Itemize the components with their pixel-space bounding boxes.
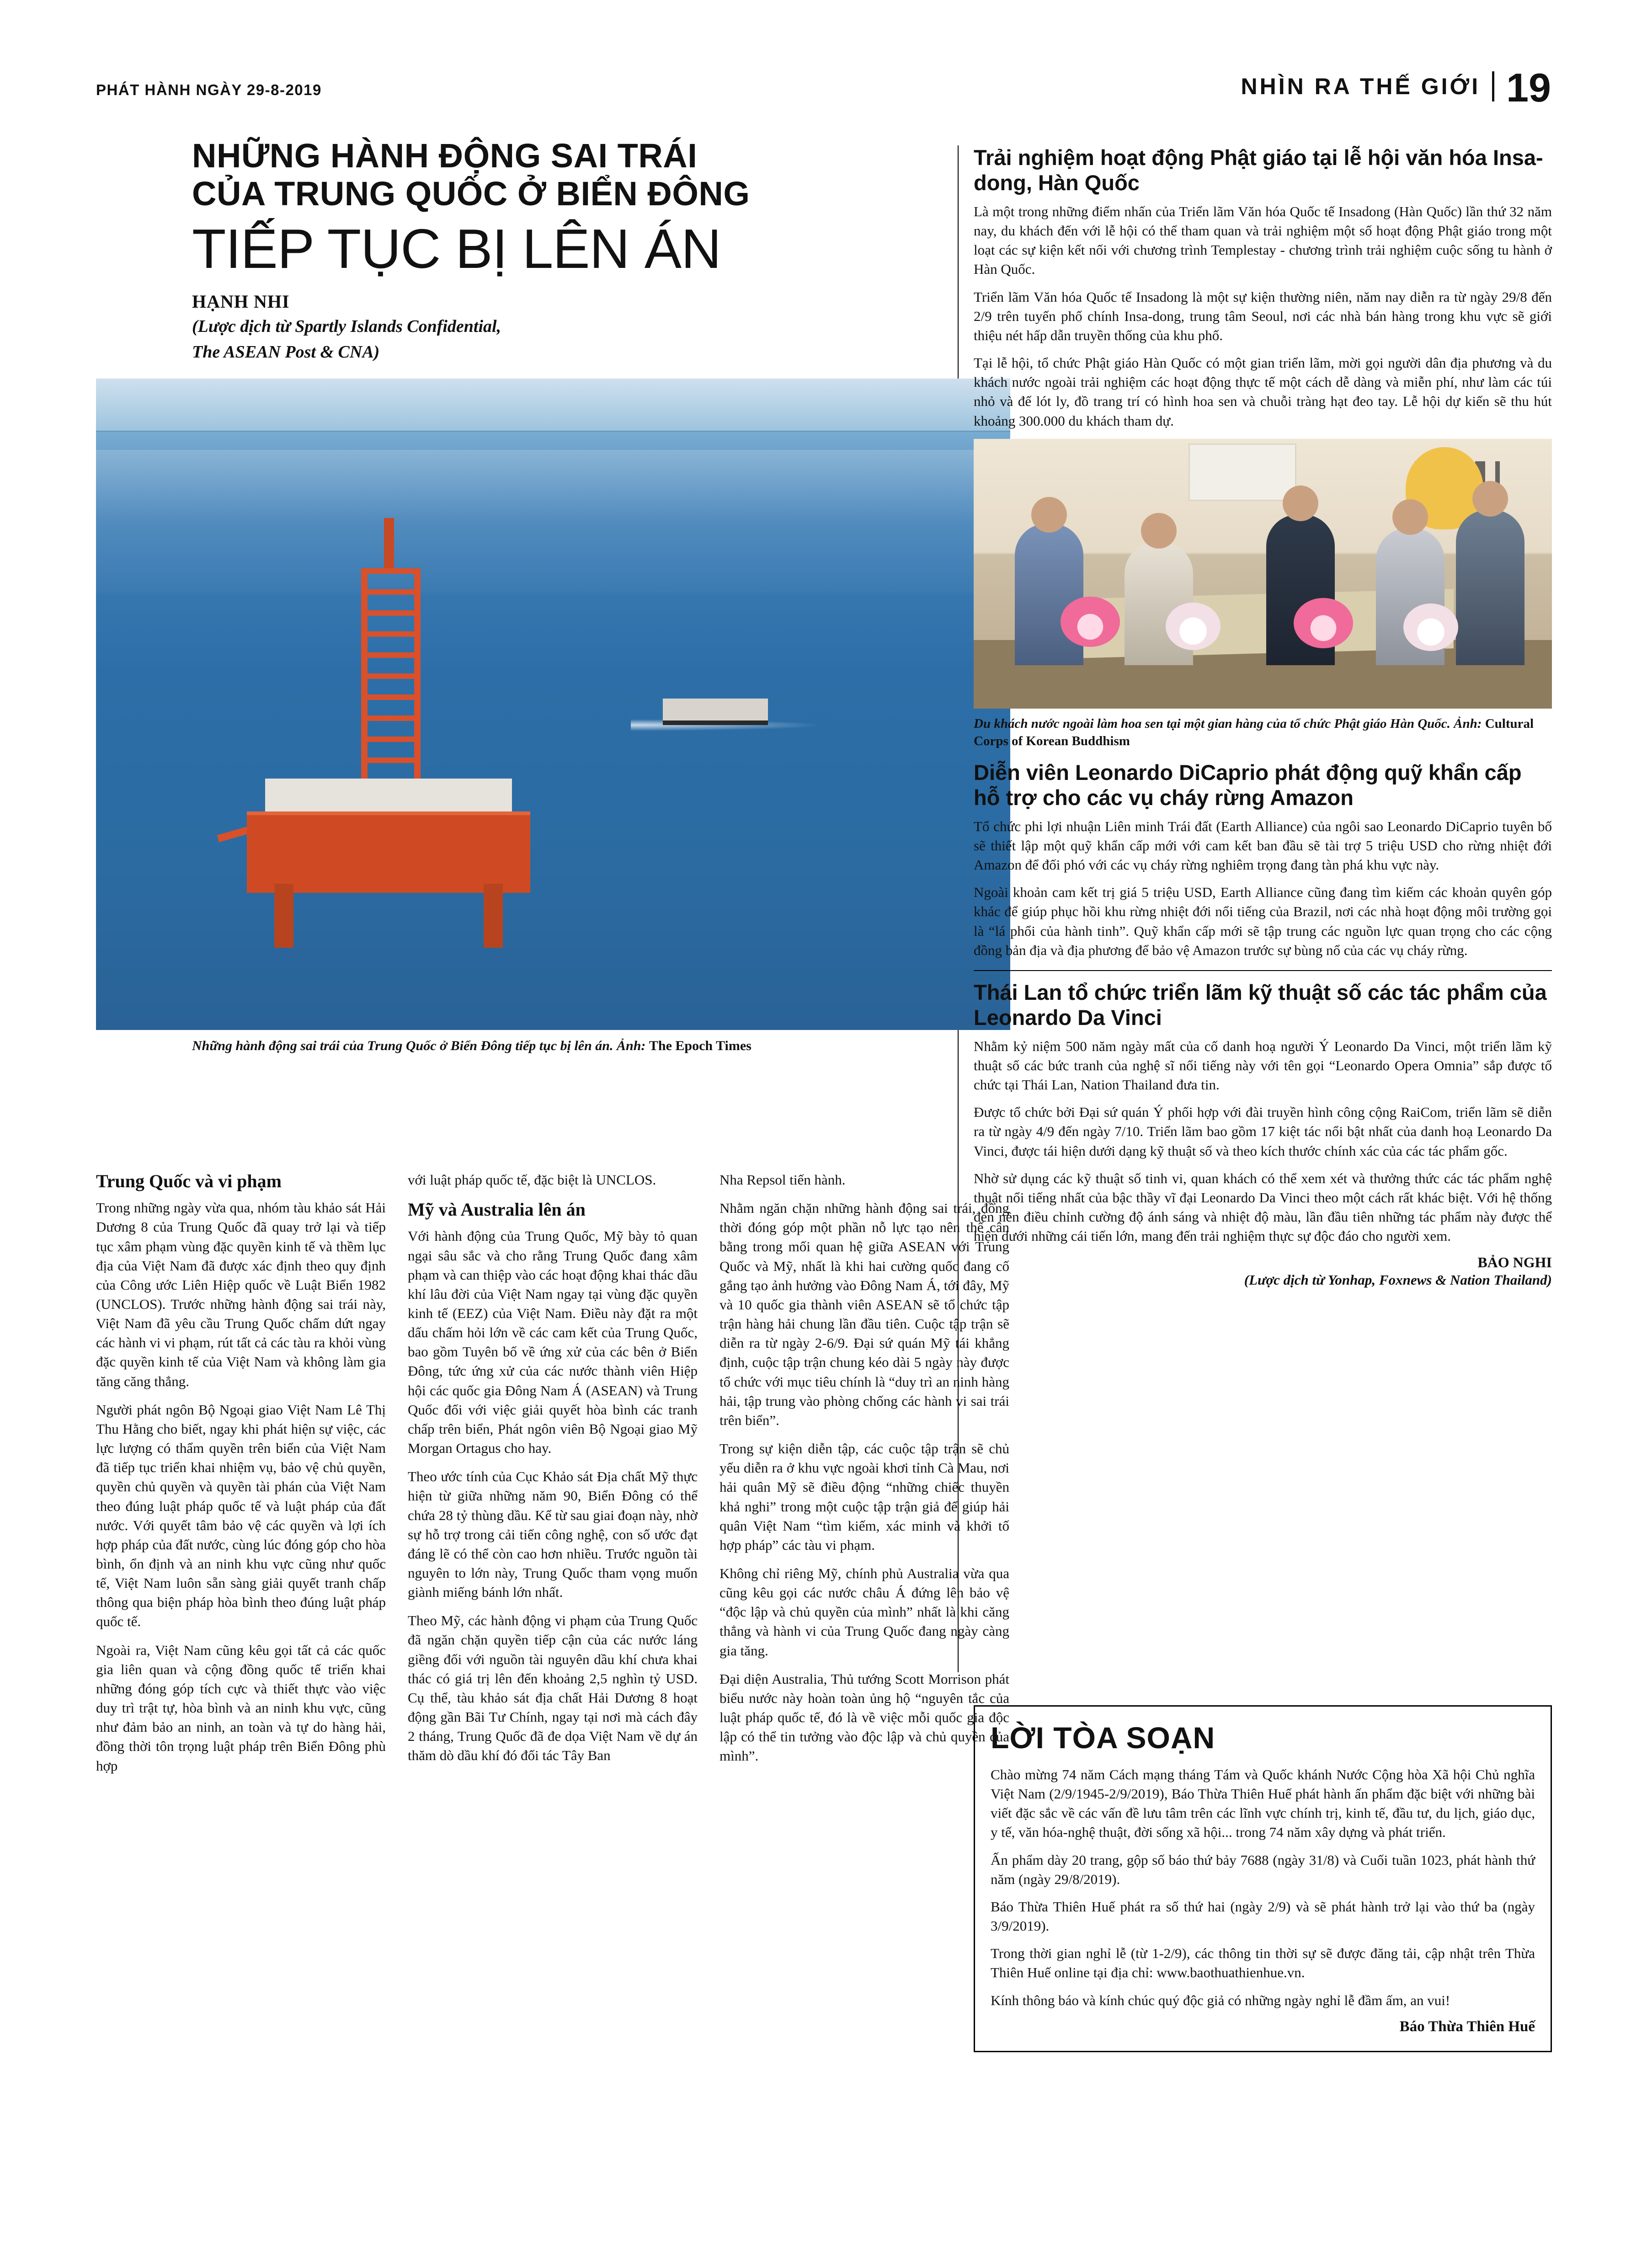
paragraph: Theo Mỹ, các hành động vi phạm của Trung Quốc đã ngăn chặn quyền tiếp cận của các nước láng giềng đối với nguồn tài nguyên dầu khí chưa khai thác có giá trị lên đến khoảng 2,5 nghìn tỷ USD. Cụ thể, tàu khảo sát địa chất Hải Dương 8 hoạt động gần Bãi Tư Chính, ngay tại nơi mà cách đây 2 tháng, Trung Quốc đã đe dọa Việt Nam về dự án thăm dò dầu khí đó đối tác Tây Ban	[408, 1612, 698, 1764]
article-insa-dong	[974, 145, 1552, 750]
issue-date: PHÁT HÀNH NGÀY 29-8-2019	[96, 81, 322, 98]
page-number: 19	[1506, 65, 1551, 111]
paragraph: Nhờ sử dụng các kỹ thuật số tinh vi, quan khách có thể xem xét và thưởng thức các tác phẩm nghệ thuật nổi tiếng nhất của bậc thầy vĩ đại Leonardo Da Vinci theo một cách rất khác biệt. Với hệ thống đèn nền điều chỉnh cường độ ánh sáng và nhiệt độ màu, lần đầu tiên những tác phẩm này được thể hiện dưới những cái tiến lớn, mang đến trải nghiệm thực sự độc đáo cho người xem.	[974, 1170, 1552, 1244]
editorial-title: LỜI TÒA SOẠN	[991, 1721, 1215, 1755]
lotus-flower-icon	[1403, 603, 1458, 651]
byline-source-line-2: The ASEAN Post & CNA)	[192, 342, 380, 362]
paragraph: Trong sự kiện diễn tập, các cuộc tập trận sẽ chủ yếu diễn ra ở khu vực ngoài khơi tỉnh Cà Mau, nơi hải quân Mỹ sẽ điều động “những chiếc thuyền khả nghi” trong một cuộc tập trận giả để giúp hải quân Việt Nam “tìm kiếm, xác minh và khởi tố hợp pháp” các tàu vi phạm.	[720, 1441, 1009, 1553]
body-column-3	[720, 1170, 1009, 1785]
paragraph: Chào mừng 74 năm Cách mạng tháng Tám và Quốc khánh Nước Cộng hòa Xã hội Chủ nghĩa Việt Nam (2/9/1945-2/9/2019), Báo Thừa Thiên Huế phát hành ấn phẩm đặc biệt với những bài viết đặc sắc về các vấn đề lưu tâm trên các lĩnh vực chính trị, kinh tế, đầu tư, du lịch, giáo dục, y tế, văn hóa-nghệ thuật, đời sống xã hội... trong 74 năm xây dựng và phát triển.	[991, 1766, 1535, 1841]
article-heading: Thái Lan tổ chức triển lãm kỹ thuật số các tác phẩm của Leonardo Da Vinci	[974, 980, 1547, 1030]
paragraph-continued: với luật pháp quốc tế, đặc biệt là UNCLOS.	[408, 1172, 656, 1188]
paragraph: Không chỉ riêng Mỹ, chính phủ Australia vừa qua cũng kêu gọi các nước châu Á đứng lên bảo vệ “độc lập và chủ quyền của mình” nhất là khi căng thẳng và hành vi của Trung Quốc đang ngày càng gia tăng.	[720, 1565, 1009, 1659]
main-headline: TIẾP TỤC BỊ LÊN ÁN	[192, 217, 721, 280]
right-column	[974, 145, 1552, 1288]
photo-horizon	[96, 431, 1010, 432]
lotus-flower-icon	[1294, 598, 1353, 648]
section-title: NHÌN RA THẾ GIỚI	[1241, 74, 1481, 99]
photo-credit: Cultural Corps of Korean Buddhism	[974, 716, 1534, 749]
photo-person-head	[1392, 499, 1428, 535]
main-photo	[96, 379, 1010, 1030]
support-vessel	[663, 699, 768, 725]
paragraph: Nhằm kỷ niệm 500 năm ngày mất của cố danh hoạ người Ý Leonardo Da Vinci, một triển lãm kỹ thuật số các bức tranh của nghệ sĩ nổi tiếng này với tên gọi “Leonardo Opera Omnia” sắp được tổ chức tại Thái Lan, Nation Thailand đưa tin.	[974, 1038, 1552, 1093]
paragraph-continued: Nha Repsol tiến hành.	[720, 1172, 846, 1188]
body-column-2	[408, 1170, 698, 1785]
paragraph: Triển lãm Văn hóa Quốc tế Insadong là một sự kiện thường niên, năm nay diễn ra từ ngày 29/8 đến 2/9 trên tuyến phố chính Insa-dong, trung tâm Seoul, nơi các nhà bán hàng trong khu vực sẽ giới thiệu nét hấp dẫn truyền thống của khu phố.	[974, 288, 1552, 343]
photo-caption-text: Du khách nước ngoài làm hoa sen tại một gian hàng của tổ chức Phật giáo Hàn Quốc.	[974, 716, 1450, 731]
paragraph: Với hành động của Trung Quốc, Mỹ bày tỏ quan ngại sâu sắc và cho rằng Trung Quốc đang xâm phạm và can thiệp vào các hoạt động khai thác dầu khí lâu đời của Việt Nam ngay tại vùng đặc quyền kinh tế (EEZ) của Việt Nam. Điều này đặt ra một dấu chấm hỏi lớn về các cam kết của Trung Quốc, bao gồm Tuyên bố về ứng xử của các bên ở Biển Đông, tức ứng xử của các nước thành viên Hiệp hội các quốc gia Đông Nam Á (ASEAN) và Trung Quốc đối với việc giải quyết hòa bình các tranh chấp trên biển, Phát ngôn viên Bộ Ngoại giao Mỹ Morgan Ortagus cho hay.	[408, 1228, 698, 1457]
paragraph: Đại diện Australia, Thủ tướng Scott Morrison phát biểu nước này hoàn toàn ủng hộ “nguyên tắc của luật pháp quốc tế, đó là về việc mỗi quốc gia độc lập có thể tin tưởng vào độc lập và chủ quyền của mình”.	[720, 1670, 1009, 1764]
paragraph: Ngoài ra, Việt Nam cũng kêu gọi tất cả các quốc gia liên quan và cộng đồng quốc tế triển khai những đóng góp tích cực và thiết thực vào việc duy trì trật tự, hòa bình và an ninh khu vực, cũng như đảm bảo an ninh, an toàn và tự do hàng hải, đồng thời tôn trọng luật pháp trên Biển Đông phù hợp	[96, 1642, 386, 1774]
paragraph: Nhằm ngăn chặn những hành động sai trái, đồng thời đóng góp một phần nỗ lực tạo nên thế cân bằng trong mối quan hệ giữa ASEAN với Trung Quốc và Mỹ, nhất là khi hai cường quốc đang cố gắng tạo ảnh hưởng vào Đông Nam Á, tới đây, Mỹ và 10 quốc gia thành viên ASEAN sẽ tổ chức tập trận hàng hải chung lần đầu tiên. Cuộc tập trận sẽ diễn ra từ ngày 2-6/9. Đại sứ quán Mỹ tái khẳng định, cuộc tập trận chung kéo dài 5 ngày này được tổ chức với mục tiêu chính là “duy trì an ninh hàng hải, tập trung vào phòng chống các hành vi sai trái trên biển”.	[720, 1200, 1009, 1428]
main-article	[96, 137, 1010, 1054]
article-signature: BẢO NGHI	[1477, 1254, 1552, 1271]
paragraph: Trong những ngày vừa qua, nhóm tàu khảo sát Hải Dương 8 của Trung Quốc đã quay trở lại và tiếp tục xâm phạm vùng đặc quyền kinh tế và thềm lục địa của Việt Nam đã được xác định theo quy định của Công ước Liên Hiệp quốc về Luật Biển 1982 (UNCLOS). Trước những hành động sai trái này, Việt Nam đã yêu cầu Trung Quốc chấm dứt ngay các hành vi vi phạm, rút tất cả các tàu ra khỏi vùng đặc quyền kinh tế của Việt Nam và không làm gia tăng căng thẳng.	[96, 1200, 386, 1389]
photo-credit-label: Ảnh:	[1454, 716, 1482, 731]
paragraph: Được tổ chức bởi Đại sứ quán Ý phối hợp với đài truyền hình công cộng RaiCom, triển lãm sẽ diễn ra từ ngày 4/9 đến ngày 7/10. Triển lãm bao gồm 17 kiệt tác nổi bật nhất của danh hoạ Leonardo Da Vinci, được tái hiện dưới dạng kỹ thuật số và theo kích thước chính xác của các tác phẩm gốc.	[974, 1104, 1552, 1159]
rig-leg-right	[484, 884, 503, 948]
main-photo-caption-text: Những hành động sai trái của Trung Quốc ở Biển Đông tiếp tục bị lên án.	[192, 1038, 613, 1053]
paragraph: Ngoài khoản cam kết trị giá 5 triệu USD, Earth Alliance cũng đang tìm kiếm các khoản quyên góp khác để giúp phục hồi khu rừng nhiệt đới nổi tiếng của Brazil, nơi các nhà hoạt động môi trường gọi là “lá phổi của hành tinh”. Quỹ khẩn cấp mới sẽ tập trung các nguồn lực quan trọng cho các cộng đồng bản địa và địa phương để bảo vệ Amazon trước sự bùng nổ của các vụ cháy rừng.	[974, 884, 1552, 958]
masthead	[96, 64, 1551, 111]
article-heading: Diễn viên Leonardo DiCaprio phát động quỹ khẩn cấp hỗ trợ cho các vụ cháy rừng Amazon	[974, 760, 1522, 810]
photo-person	[1456, 510, 1524, 665]
photo-person-head	[1283, 486, 1318, 521]
photo-person-head	[1031, 497, 1067, 533]
editorial-note-box	[974, 1705, 1552, 2052]
lotus-flower-icon	[1166, 603, 1221, 650]
editorial-signature: Báo Thừa Thiên Huế	[1399, 2018, 1535, 2035]
subheading-trung-quoc-va-vi-pham: Trung Quốc và vi phạm	[96, 1171, 282, 1191]
insa-dong-photo-caption	[974, 715, 1552, 750]
oil-rig	[247, 536, 530, 948]
rig-leg-left	[274, 884, 293, 948]
rig-main-deck	[247, 811, 530, 893]
photo-sea-glint	[96, 450, 1010, 593]
paragraph: Trong thời gian nghỉ lễ (từ 1-2/9), các thông tin thời sự sẽ được đăng tải, cập nhật trên Thừa Thiên Huế online tại địa chỉ: www.baothuathienhue.vn.	[991, 1945, 1535, 1981]
subheading-my-va-australia-len-an: Mỹ và Australia lên án	[408, 1199, 586, 1220]
lotus-flower-icon	[1061, 597, 1120, 647]
masthead-right	[1241, 65, 1551, 111]
body-column-1	[96, 1170, 386, 1785]
main-photo-caption	[96, 1038, 1010, 1054]
paragraph: Là một trong những điểm nhấn của Triển lãm Văn hóa Quốc tế Insadong (Hàn Quốc) lần thứ 32 năm nay, du khách đến với lễ hội có thể tham quan và trải nghiệm một số hoạt động Phật giáo trong một loạt các sự kiện kết nối với chương trình Templestay - chương trình trải nghiệm cuộc sống tu hành ở Hàn Quốc.	[974, 203, 1552, 277]
paragraph: Kính thông báo và kính chúc quý độc giả có những ngày nghỉ lễ đầm ấm, an vui!	[991, 1992, 1450, 2008]
paragraph: Ấn phẩm dày 20 trang, gộp số báo thứ bảy 7688 (ngày 31/8) và Cuối tuần 1023, phát hành thứ năm (ngày 29/8/2019).	[991, 1852, 1535, 1887]
paragraph: Theo ước tính của Cục Khảo sát Địa chất Mỹ thực hiện từ giữa những năm 90, Biển Đông có thể chứa 28 tỷ thùng dầu. Kể từ sau giai đoạn này, nhờ sự hỗ trợ trong cải tiến công nghệ, con số ước đạt đáng lẽ có thể còn cao hơn nhiều. Trước nguồn tài nguyên to lớn này, Trung Quốc tham vọng muốn giành miếng bánh lớn nhất.	[408, 1468, 698, 1601]
insa-dong-photo	[974, 439, 1552, 709]
article-dicaprio-amazon	[974, 760, 1552, 960]
main-photo-credit: The Epoch Times	[649, 1038, 752, 1053]
photo-person-head	[1472, 481, 1508, 517]
masthead-divider	[1492, 71, 1494, 101]
byline-source-line-1: (Lược dịch từ Spartly Islands Confidential,	[192, 317, 501, 336]
paragraph: Tại lễ hội, tổ chức Phật giáo Hàn Quốc có một gian triển lãm, mời gọi người dân địa phương và du khách nước ngoài trải nghiệm các hoạt động thực tế một cách dễ dàng và miễn phí, như làm các túi nhỏ và đế lót ly, đồ trang trí có hình hoa sen và chuỗi tràng hạt đeo tay. Lễ hội dự kiến sẽ thu hút khoảng 300.000 du khách tham dự.	[974, 355, 1552, 429]
author-byline: HẠNH NHI	[192, 291, 290, 312]
kicker-line-1: NHỮNG HÀNH ĐỘNG SAI TRÁI	[192, 137, 698, 175]
paragraph: Báo Thừa Thiên Huế phát ra số thứ hai (ngày 2/9) và sẽ phát hành trở lại vào thứ ba (ngày 3/9/2019).	[991, 1898, 1535, 1934]
main-photo-credit-label: Ảnh:	[617, 1038, 646, 1053]
main-article-body	[96, 1170, 1010, 1785]
rig-mast	[384, 518, 394, 568]
article-separator-rule	[974, 970, 1552, 971]
photo-banner	[1189, 443, 1296, 501]
photo-person	[1015, 523, 1083, 665]
kicker-line-2: CỦA TRUNG QUỐC Ở BIỂN ĐÔNG	[192, 174, 750, 213]
photo-person-head	[1141, 513, 1177, 549]
paragraph: Tổ chức phi lợi nhuận Liên minh Trái đất (Earth Alliance) của ngôi sao Leonardo DiCaprio tuyên bố sẽ thiết lập một quỹ khẩn cấp mới với cam kết ban đầu sẽ tài trợ 5 triệu USD cho rừng nhiệt đới Amazon để đối phó với các vụ cháy rừng nghiêm trọng đang tàn phá khu vực này.	[974, 818, 1552, 873]
article-da-vinci-exhibition	[974, 980, 1552, 1289]
article-signature-source: (Lược dịch từ Yonhap, Foxnews & Nation Thailand)	[1244, 1272, 1552, 1288]
photo-sky	[96, 379, 1010, 431]
article-heading: Trải nghiệm hoạt động Phật giáo tại lễ hội văn hóa Insa-dong, Hàn Quốc	[974, 145, 1543, 195]
paragraph: Người phát ngôn Bộ Ngoại giao Việt Nam Lê Thị Thu Hằng cho biết, ngay khi phát hiện sự việc, các lực lượng có thẩm quyền trên biển của Việt Nam đã tiếp tục triển khai nhiệm vụ, bảo vệ chủ quyền, quyền chủ quyền và quyền tài phán của Việt Nam theo đúng luật pháp quốc tế và luật pháp của đất nước. Với quyết tâm bảo vệ các quyền và lợi ích hợp pháp của đất nước, cùng lúc đóng góp cho hòa bình, ổn định và an ninh khu vực cũng như quốc tế, Việt Nam luôn sẵn sàng giải quyết tranh chấp thông qua biện pháp hòa bình theo đúng luật pháp quốc tế.	[96, 1401, 386, 1630]
rig-derrick	[361, 568, 421, 783]
headline-block	[96, 137, 1010, 364]
